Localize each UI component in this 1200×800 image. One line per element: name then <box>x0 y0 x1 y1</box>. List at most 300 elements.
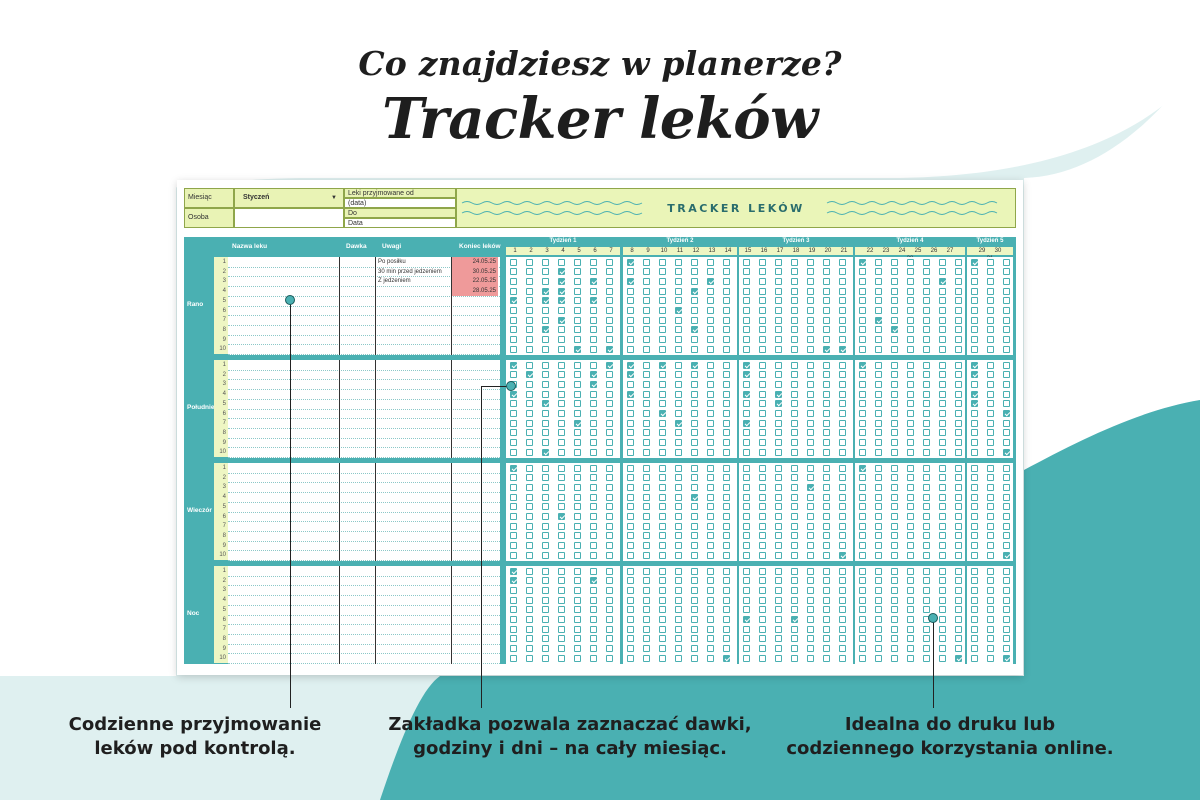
dose-checkbox[interactable] <box>875 587 882 594</box>
dose-checkbox[interactable] <box>723 606 730 613</box>
dose-checkbox[interactable] <box>510 494 517 501</box>
dose-checkbox[interactable] <box>606 474 613 481</box>
dose-checkbox[interactable] <box>807 336 814 343</box>
dose-checkbox-checked[interactable] <box>675 420 682 427</box>
dose-checkbox[interactable] <box>859 513 866 520</box>
dose-checkbox[interactable] <box>923 532 930 539</box>
dose-checkbox[interactable] <box>823 494 830 501</box>
dose-checkbox[interactable] <box>971 449 978 456</box>
dose-checkbox[interactable] <box>791 420 798 427</box>
dose-checkbox[interactable] <box>743 336 750 343</box>
dose-checkbox[interactable] <box>1003 400 1010 407</box>
dose-checkbox[interactable] <box>823 606 830 613</box>
dose-checkbox[interactable] <box>759 606 766 613</box>
dose-checkbox[interactable] <box>691 635 698 642</box>
dose-checkbox[interactable] <box>955 552 962 559</box>
dose-checkbox[interactable] <box>723 288 730 295</box>
dose-checkbox[interactable] <box>939 346 946 353</box>
dose-checkbox[interactable] <box>510 626 517 633</box>
dose-checkbox[interactable] <box>627 336 634 343</box>
dose-checkbox[interactable] <box>791 645 798 652</box>
dose-checkbox-checked[interactable] <box>526 371 533 378</box>
dose-checkbox[interactable] <box>691 307 698 314</box>
dose-checkbox[interactable] <box>542 465 549 472</box>
dose-checkbox[interactable] <box>627 326 634 333</box>
dose-checkbox[interactable] <box>558 503 565 510</box>
dose-checkbox[interactable] <box>526 655 533 662</box>
dose-checkbox[interactable] <box>791 391 798 398</box>
dose-checkbox[interactable] <box>1003 317 1010 324</box>
dose-checkbox[interactable] <box>791 307 798 314</box>
dose-checkbox[interactable] <box>939 336 946 343</box>
dose-checkbox[interactable] <box>675 429 682 436</box>
dose-checkbox[interactable] <box>839 278 846 285</box>
dose-checkbox[interactable] <box>823 259 830 266</box>
dose-checkbox[interactable] <box>659 278 666 285</box>
dose-checkbox[interactable] <box>675 288 682 295</box>
dose-checkbox[interactable] <box>939 542 946 549</box>
dose-checkbox-checked[interactable] <box>606 362 613 369</box>
dose-checkbox[interactable] <box>907 346 914 353</box>
dose-checkbox[interactable] <box>775 449 782 456</box>
dose-checkbox[interactable] <box>542 484 549 491</box>
dose-checkbox[interactable] <box>775 503 782 510</box>
dose-checkbox[interactable] <box>558 494 565 501</box>
dose-checkbox[interactable] <box>558 362 565 369</box>
dose-checkbox[interactable] <box>606 645 613 652</box>
dose-checkbox[interactable] <box>971 410 978 417</box>
dose-checkbox[interactable] <box>675 587 682 594</box>
dose-checkbox[interactable] <box>707 420 714 427</box>
dose-checkbox[interactable] <box>558 336 565 343</box>
dose-checkbox[interactable] <box>510 449 517 456</box>
dose-checkbox-checked[interactable] <box>743 391 750 398</box>
dose-checkbox[interactable] <box>574 391 581 398</box>
dose-checkbox-checked[interactable] <box>743 362 750 369</box>
dose-checkbox[interactable] <box>859 503 866 510</box>
dose-checkbox[interactable] <box>723 532 730 539</box>
dose-checkbox[interactable] <box>526 552 533 559</box>
dose-checkbox[interactable] <box>971 429 978 436</box>
dose-checkbox[interactable] <box>955 542 962 549</box>
dose-checkbox[interactable] <box>1003 307 1010 314</box>
dose-checkbox[interactable] <box>659 587 666 594</box>
dose-checkbox[interactable] <box>723 400 730 407</box>
dose-checkbox[interactable] <box>574 494 581 501</box>
dose-checkbox[interactable] <box>1003 635 1010 642</box>
dose-checkbox[interactable] <box>791 655 798 662</box>
dose-checkbox-checked[interactable] <box>590 381 597 388</box>
dose-checkbox[interactable] <box>807 465 814 472</box>
dose-checkbox[interactable] <box>923 278 930 285</box>
dose-checkbox[interactable] <box>510 268 517 275</box>
dose-checkbox[interactable] <box>643 346 650 353</box>
dose-checkbox[interactable] <box>643 645 650 652</box>
dose-checkbox[interactable] <box>891 606 898 613</box>
dose-checkbox-checked[interactable] <box>542 400 549 407</box>
dose-checkbox[interactable] <box>955 523 962 530</box>
dose-checkbox[interactable] <box>606 587 613 594</box>
dose-checkbox[interactable] <box>659 503 666 510</box>
dose-checkbox[interactable] <box>590 465 597 472</box>
dose-checkbox[interactable] <box>971 474 978 481</box>
dose-checkbox[interactable] <box>987 597 994 604</box>
dose-checkbox[interactable] <box>891 484 898 491</box>
dose-checkbox[interactable] <box>971 626 978 633</box>
dose-checkbox[interactable] <box>542 494 549 501</box>
dose-checkbox[interactable] <box>987 513 994 520</box>
dose-checkbox[interactable] <box>574 268 581 275</box>
dose-checkbox[interactable] <box>775 587 782 594</box>
dose-checkbox[interactable] <box>939 635 946 642</box>
dose-checkbox[interactable] <box>723 568 730 575</box>
dose-checkbox[interactable] <box>574 429 581 436</box>
dose-checkbox[interactable] <box>839 420 846 427</box>
dose-checkbox[interactable] <box>759 410 766 417</box>
dose-checkbox[interactable] <box>987 587 994 594</box>
dose-checkbox[interactable] <box>823 400 830 407</box>
dose-checkbox[interactable] <box>775 635 782 642</box>
dose-checkbox[interactable] <box>775 259 782 266</box>
dose-checkbox[interactable] <box>659 513 666 520</box>
dose-checkbox[interactable] <box>1003 391 1010 398</box>
dose-checkbox[interactable] <box>923 429 930 436</box>
dose-checkbox[interactable] <box>1003 297 1010 304</box>
dose-checkbox[interactable] <box>590 494 597 501</box>
dose-checkbox[interactable] <box>743 523 750 530</box>
dose-checkbox[interactable] <box>707 597 714 604</box>
dose-checkbox[interactable] <box>939 626 946 633</box>
dose-checkbox[interactable] <box>723 494 730 501</box>
dose-checkbox[interactable] <box>923 597 930 604</box>
dose-checkbox[interactable] <box>923 626 930 633</box>
dose-checkbox[interactable] <box>590 362 597 369</box>
dose-checkbox[interactable] <box>675 259 682 266</box>
dose-checkbox[interactable] <box>955 449 962 456</box>
dose-checkbox[interactable] <box>707 326 714 333</box>
dose-checkbox-checked[interactable] <box>775 391 782 398</box>
dose-checkbox[interactable] <box>743 474 750 481</box>
dose-checkbox[interactable] <box>775 268 782 275</box>
dose-checkbox-checked[interactable] <box>558 297 565 304</box>
dose-checkbox[interactable] <box>627 420 634 427</box>
dose-checkbox[interactable] <box>971 307 978 314</box>
dose-checkbox[interactable] <box>791 503 798 510</box>
dose-checkbox[interactable] <box>923 326 930 333</box>
dose-checkbox[interactable] <box>627 288 634 295</box>
dose-checkbox[interactable] <box>823 371 830 378</box>
dose-checkbox[interactable] <box>823 626 830 633</box>
dose-checkbox[interactable] <box>791 429 798 436</box>
dose-checkbox[interactable] <box>691 645 698 652</box>
dose-checkbox[interactable] <box>510 278 517 285</box>
dose-checkbox[interactable] <box>955 381 962 388</box>
dose-checkbox[interactable] <box>743 626 750 633</box>
dose-checkbox[interactable] <box>675 494 682 501</box>
dose-checkbox[interactable] <box>939 429 946 436</box>
dose-checkbox[interactable] <box>839 307 846 314</box>
dose-checkbox[interactable] <box>743 542 750 549</box>
dose-checkbox[interactable] <box>807 326 814 333</box>
dose-checkbox[interactable] <box>875 542 882 549</box>
dose-checkbox[interactable] <box>907 552 914 559</box>
dose-checkbox[interactable] <box>1003 371 1010 378</box>
dose-checkbox[interactable] <box>987 400 994 407</box>
dose-checkbox[interactable] <box>891 439 898 446</box>
dose-checkbox[interactable] <box>675 326 682 333</box>
dose-checkbox[interactable] <box>971 577 978 584</box>
dose-checkbox[interactable] <box>707 645 714 652</box>
dose-checkbox[interactable] <box>859 268 866 275</box>
dose-checkbox[interactable] <box>723 552 730 559</box>
dose-checkbox[interactable] <box>510 552 517 559</box>
dose-checkbox[interactable] <box>510 346 517 353</box>
dose-checkbox[interactable] <box>891 577 898 584</box>
dose-checkbox[interactable] <box>691 429 698 436</box>
dose-checkbox[interactable] <box>987 474 994 481</box>
dose-checkbox[interactable] <box>987 297 994 304</box>
dose-checkbox[interactable] <box>558 542 565 549</box>
dose-checkbox[interactable] <box>743 429 750 436</box>
dose-checkbox[interactable] <box>791 336 798 343</box>
dose-checkbox[interactable] <box>707 288 714 295</box>
dose-checkbox[interactable] <box>643 616 650 623</box>
dose-checkbox[interactable] <box>907 513 914 520</box>
dose-checkbox[interactable] <box>606 626 613 633</box>
dose-checkbox[interactable] <box>1003 626 1010 633</box>
dose-checkbox[interactable] <box>627 503 634 510</box>
dose-checkbox[interactable] <box>743 597 750 604</box>
dose-checkbox[interactable] <box>659 635 666 642</box>
dose-checkbox[interactable] <box>574 626 581 633</box>
to-input[interactable]: Data <box>344 218 456 228</box>
dose-checkbox[interactable] <box>659 307 666 314</box>
dose-checkbox[interactable] <box>558 400 565 407</box>
dose-checkbox[interactable] <box>839 259 846 266</box>
dose-checkbox[interactable] <box>823 465 830 472</box>
dose-checkbox[interactable] <box>1003 577 1010 584</box>
dose-checkbox-checked[interactable] <box>971 391 978 398</box>
dose-checkbox[interactable] <box>775 288 782 295</box>
dose-checkbox[interactable] <box>526 317 533 324</box>
dose-checkbox[interactable] <box>987 278 994 285</box>
dose-checkbox[interactable] <box>891 400 898 407</box>
dose-checkbox[interactable] <box>743 645 750 652</box>
dose-checkbox[interactable] <box>691 268 698 275</box>
dose-checkbox[interactable] <box>791 346 798 353</box>
dose-checkbox[interactable] <box>659 532 666 539</box>
dose-checkbox[interactable] <box>907 494 914 501</box>
notes-cell[interactable]: 30 min przed jedzeniem <box>378 268 442 275</box>
dose-checkbox[interactable] <box>574 616 581 623</box>
dose-checkbox[interactable] <box>875 465 882 472</box>
dose-checkbox[interactable] <box>807 552 814 559</box>
dose-checkbox[interactable] <box>791 587 798 594</box>
dose-checkbox[interactable] <box>839 400 846 407</box>
dose-checkbox[interactable] <box>643 626 650 633</box>
dose-checkbox[interactable] <box>759 484 766 491</box>
dose-checkbox[interactable] <box>759 532 766 539</box>
dose-checkbox[interactable] <box>1003 336 1010 343</box>
dose-checkbox[interactable] <box>526 420 533 427</box>
dose-checkbox[interactable] <box>955 439 962 446</box>
dose-checkbox[interactable] <box>723 297 730 304</box>
dose-checkbox[interactable] <box>791 577 798 584</box>
dose-checkbox[interactable] <box>939 577 946 584</box>
dose-checkbox[interactable] <box>743 635 750 642</box>
dose-checkbox[interactable] <box>1003 268 1010 275</box>
dose-checkbox[interactable] <box>542 523 549 530</box>
dose-checkbox-checked[interactable] <box>542 326 549 333</box>
dose-checkbox[interactable] <box>859 410 866 417</box>
dose-checkbox[interactable] <box>791 371 798 378</box>
dose-checkbox[interactable] <box>542 635 549 642</box>
dose-checkbox-checked[interactable] <box>510 465 517 472</box>
dose-checkbox[interactable] <box>759 626 766 633</box>
dose-checkbox[interactable] <box>971 317 978 324</box>
dose-checkbox[interactable] <box>675 297 682 304</box>
dose-checkbox[interactable] <box>987 381 994 388</box>
dose-checkbox[interactable] <box>891 410 898 417</box>
dose-checkbox[interactable] <box>643 278 650 285</box>
dose-checkbox[interactable] <box>839 645 846 652</box>
dose-checkbox[interactable] <box>823 336 830 343</box>
dose-checkbox[interactable] <box>643 606 650 613</box>
dose-checkbox[interactable] <box>723 474 730 481</box>
dose-checkbox[interactable] <box>955 513 962 520</box>
dose-checkbox[interactable] <box>759 317 766 324</box>
dose-checkbox-checked[interactable] <box>574 420 581 427</box>
dose-checkbox[interactable] <box>987 449 994 456</box>
dose-checkbox-checked[interactable] <box>839 552 846 559</box>
dose-checkbox[interactable] <box>923 400 930 407</box>
dose-checkbox[interactable] <box>823 410 830 417</box>
dose-checkbox[interactable] <box>510 474 517 481</box>
dose-checkbox[interactable] <box>723 391 730 398</box>
dose-checkbox[interactable] <box>759 523 766 530</box>
dose-checkbox[interactable] <box>643 503 650 510</box>
dose-checkbox[interactable] <box>839 362 846 369</box>
dose-checkbox[interactable] <box>939 371 946 378</box>
dose-checkbox[interactable] <box>526 635 533 642</box>
dose-checkbox[interactable] <box>574 317 581 324</box>
dose-checkbox[interactable] <box>939 326 946 333</box>
dose-checkbox[interactable] <box>743 577 750 584</box>
dose-checkbox[interactable] <box>606 616 613 623</box>
dose-checkbox[interactable] <box>691 346 698 353</box>
dose-checkbox[interactable] <box>723 635 730 642</box>
dose-checkbox[interactable] <box>1003 568 1010 575</box>
dose-checkbox[interactable] <box>510 326 517 333</box>
dose-checkbox[interactable] <box>859 449 866 456</box>
dose-checkbox[interactable] <box>987 494 994 501</box>
dose-checkbox[interactable] <box>510 587 517 594</box>
dose-checkbox[interactable] <box>891 317 898 324</box>
dose-checkbox[interactable] <box>939 449 946 456</box>
dose-checkbox[interactable] <box>590 346 597 353</box>
dose-checkbox[interactable] <box>875 381 882 388</box>
dose-checkbox-checked[interactable] <box>875 317 882 324</box>
dose-checkbox[interactable] <box>510 439 517 446</box>
dose-checkbox[interactable] <box>955 429 962 436</box>
dose-checkbox[interactable] <box>859 297 866 304</box>
dose-checkbox[interactable] <box>907 474 914 481</box>
dose-checkbox[interactable] <box>807 503 814 510</box>
dose-checkbox[interactable] <box>526 391 533 398</box>
dose-checkbox[interactable] <box>859 336 866 343</box>
dose-checkbox[interactable] <box>759 259 766 266</box>
dose-checkbox[interactable] <box>675 626 682 633</box>
dose-checkbox[interactable] <box>510 288 517 295</box>
dose-checkbox[interactable] <box>907 616 914 623</box>
dose-checkbox[interactable] <box>558 597 565 604</box>
dose-checkbox-checked[interactable] <box>574 346 581 353</box>
dose-checkbox[interactable] <box>939 606 946 613</box>
dose-checkbox[interactable] <box>627 494 634 501</box>
dose-checkbox[interactable] <box>875 655 882 662</box>
dose-checkbox[interactable] <box>987 523 994 530</box>
dose-checkbox[interactable] <box>939 381 946 388</box>
dose-checkbox[interactable] <box>907 465 914 472</box>
dose-checkbox[interactable] <box>707 307 714 314</box>
dose-checkbox[interactable] <box>971 597 978 604</box>
dose-checkbox[interactable] <box>691 616 698 623</box>
dose-checkbox[interactable] <box>775 362 782 369</box>
dose-checkbox[interactable] <box>743 278 750 285</box>
dose-checkbox[interactable] <box>574 552 581 559</box>
dose-checkbox-checked[interactable] <box>675 307 682 314</box>
dose-checkbox[interactable] <box>907 635 914 642</box>
dose-checkbox[interactable] <box>955 503 962 510</box>
dose-checkbox[interactable] <box>839 317 846 324</box>
dose-checkbox[interactable] <box>891 503 898 510</box>
dose-checkbox[interactable] <box>510 307 517 314</box>
dose-checkbox[interactable] <box>691 420 698 427</box>
end-date-cell[interactable]: 22.05.25 <box>452 276 498 286</box>
dose-checkbox[interactable] <box>923 307 930 314</box>
dose-checkbox[interactable] <box>891 268 898 275</box>
dose-checkbox[interactable] <box>759 420 766 427</box>
dose-checkbox[interactable] <box>923 513 930 520</box>
dose-checkbox[interactable] <box>907 278 914 285</box>
dose-checkbox[interactable] <box>691 655 698 662</box>
dose-checkbox[interactable] <box>627 410 634 417</box>
dose-checkbox[interactable] <box>791 449 798 456</box>
dose-checkbox[interactable] <box>510 336 517 343</box>
dose-checkbox[interactable] <box>859 626 866 633</box>
dose-checkbox-checked[interactable] <box>558 278 565 285</box>
dose-checkbox[interactable] <box>807 587 814 594</box>
dose-checkbox[interactable] <box>791 568 798 575</box>
dose-checkbox[interactable] <box>939 288 946 295</box>
dose-checkbox[interactable] <box>627 484 634 491</box>
dose-checkbox[interactable] <box>590 400 597 407</box>
dose-checkbox[interactable] <box>526 381 533 388</box>
dose-checkbox[interactable] <box>987 410 994 417</box>
dose-checkbox[interactable] <box>875 523 882 530</box>
dose-checkbox[interactable] <box>955 587 962 594</box>
dose-checkbox[interactable] <box>707 400 714 407</box>
dose-checkbox[interactable] <box>939 494 946 501</box>
dose-checkbox[interactable] <box>939 391 946 398</box>
dose-checkbox[interactable] <box>606 400 613 407</box>
dose-checkbox[interactable] <box>691 597 698 604</box>
dose-checkbox[interactable] <box>723 371 730 378</box>
dose-checkbox[interactable] <box>643 484 650 491</box>
dose-checkbox[interactable] <box>707 371 714 378</box>
dose-checkbox[interactable] <box>891 278 898 285</box>
dose-checkbox[interactable] <box>939 552 946 559</box>
